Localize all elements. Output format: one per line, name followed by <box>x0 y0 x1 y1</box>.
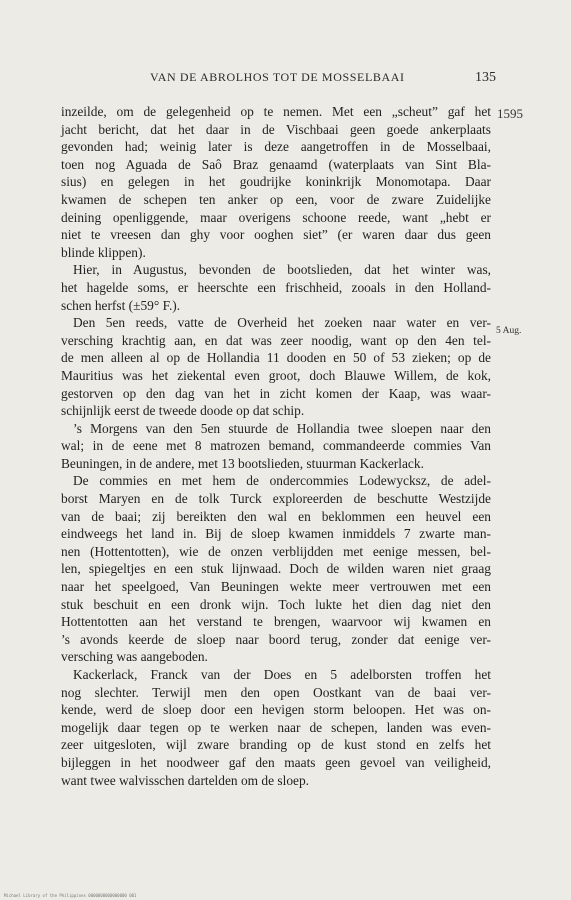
text-line: versching was aangeboden. <box>61 649 208 665</box>
text-line: naar het speelgoed, Van Beuningen wekte meer vertrouwen met een <box>61 579 491 595</box>
text-line: zeer uitgesloten, wijl zware branding op de kust stond en zelfs het <box>61 737 491 753</box>
text-line: ’s Morgens van den 5en stuurde de Hollandia twee sloepen naar den <box>73 420 491 436</box>
text-line: sius) en gelegen in het goudrijke koninkrijk Monomotapa. Daar <box>61 174 491 190</box>
scan-footer: Michael Library of the Philippines 0000000000000000 001 <box>4 893 137 898</box>
text-line: versching krachtig aan, en dat was zeer noodig, want op den 4en tel- <box>61 332 491 348</box>
text-line: de men alleen al op de Hollandia 11 dooden en 50 of 53 zieken; op de <box>61 350 491 366</box>
text-line: Beuningen, in de andere, met 13 bootslieden, stuurman Kackerlack. <box>61 455 424 471</box>
text-line: toen nog Aguada de Saô Braz genaamd (waterplaats van Sint Bla- <box>61 156 491 172</box>
text-line: niet te vreesen dan ghy voor ooghen siet” (er waren daar dus geen <box>61 227 491 243</box>
text-line: nen (Hottentotten), wie de onzen verblijdden met eenige messen, bel- <box>61 543 491 559</box>
page-number: 135 <box>475 70 496 85</box>
text-line: inzeilde, om de gelegenheid op te nemen. Met een „scheut” gaf het <box>61 104 491 119</box>
text-line: eindweegs het land in. Bij de sloep kwamen inmiddels 7 zwarte man- <box>61 526 491 542</box>
text-line: kende, werd de sloep door een hevigen storm beloopen. Het was on- <box>61 702 491 718</box>
text-line: schijnlijk eerst de tweede doode op dat schip. <box>61 403 305 419</box>
margin-note-year: 1595 <box>497 106 523 121</box>
text-line: bijleggen in het noodweer gaf den maats geen gevoel van veiligheid, <box>61 754 491 770</box>
text-line: blinde klippen). <box>61 244 146 260</box>
text-line: deining openliggende, maar overigens schoone reede, want „hebt er <box>61 209 491 225</box>
text-line: gestorven op den dag van het in zicht komen der Kaap, was waar- <box>61 385 491 401</box>
text-line: want twee walvisschen dartelden om de sloep. <box>61 772 310 788</box>
text-line: wal; in de eene met 8 matrozen bemand, commandeerde commies Van <box>61 438 491 454</box>
text-line: Hottentotten aan het verstand te brengen, waarvoor wij kwamen en <box>61 614 491 630</box>
text-line: het hagelde soms, er heerschte een frischheid, zooals in den Holland- <box>61 279 491 295</box>
text-line: ’s avonds keerde de sloep naar boord terug, zonder dat eenige ver- <box>61 631 491 647</box>
text-line: schen herfst (±59° F.). <box>61 297 181 313</box>
text-line: mogelijk daar tegen op te werken naar de schepen, landen was even- <box>61 719 491 735</box>
text-line: Mauritius was het ziekental even groot, doch Blauwe Willem, de kok, <box>61 367 491 383</box>
text-line: len, spiegeltjes en een stuk lijnwaad. Doch de wilden waren niet graag <box>61 561 491 577</box>
text-line: gevonden had; weinig later is deze aangetroffen in de Mosselbaai, <box>61 139 491 155</box>
running-head-title: VAN DE ABROLHOS TOT DE MOSSELBAAI <box>150 70 405 84</box>
text-line: Den 5en reeds, vatte de Overheid het zoeken naar water en ver- <box>73 315 491 331</box>
margin-note-date: 5 Aug. <box>496 326 522 336</box>
text-line: nog slechter. Terwijl men den open Oostkant van de baai ver- <box>61 684 491 700</box>
text-line: borst Maryen en de tolk Turck exploreerden de beschutte Westzijde <box>61 491 491 507</box>
text-line: Hier, in Augustus, bevonden de bootslieden, dat het winter was, <box>73 262 491 278</box>
body-text <box>61 103 491 789</box>
text-line: Kackerlack, Franck van der Does en 5 adelborsten troffen het <box>73 667 491 682</box>
text-line: kwamen de schepen ten anker op een, voor de zware Zuidelijke <box>61 191 491 207</box>
text-line: jacht bericht, dat het daar in de Vischbaai geen goede ankerplaats <box>61 121 491 137</box>
text-line: van de baai; zij bereikten den wal en beklommen een heuvel een <box>61 508 491 524</box>
text-line: De commies en met hem de ondercommies Lodewycksz, de adel- <box>73 473 491 489</box>
text-line: stuk beschuit en een dronk wijn. Toch lukte het dien dag niet den <box>61 596 491 612</box>
